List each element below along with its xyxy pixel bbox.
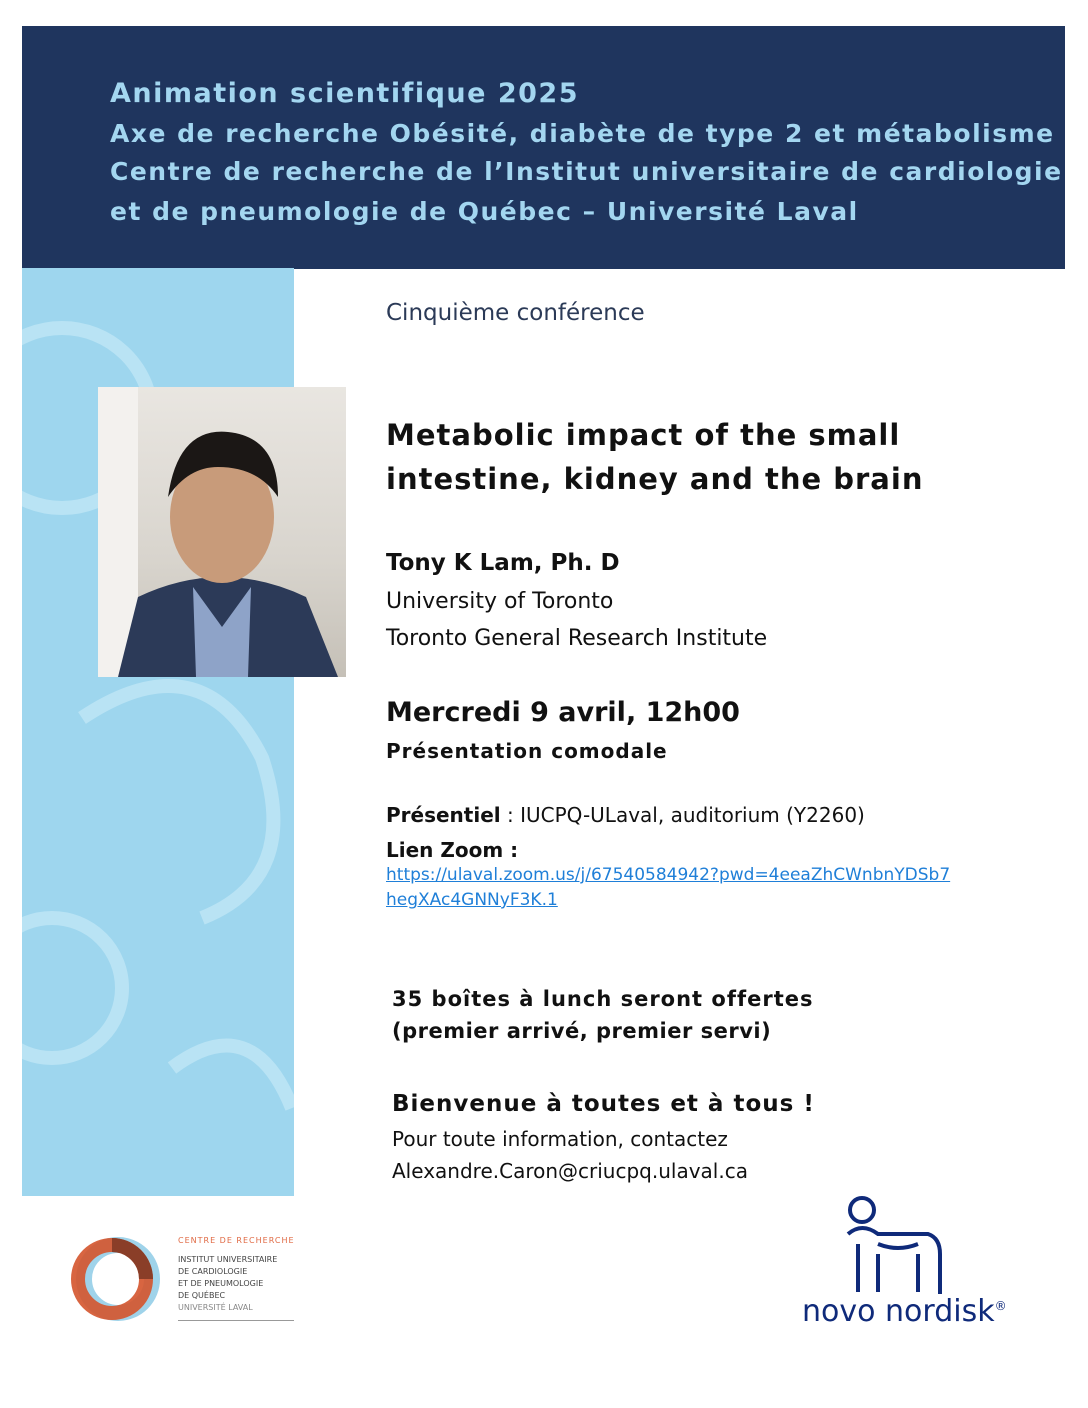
brand-name: novo nordisk [802,1294,995,1329]
logo-text [178,1254,277,1314]
in-person-label: Présentiel [386,803,501,827]
zoom-label: Lien Zoom : [386,838,519,862]
header-line: et de pneumologie de Québec – Université Laval [110,197,859,226]
contact-email: Alexandre.Caron@criucpq.ulaval.ca [392,1159,748,1183]
criucpq-logo [66,1234,306,1324]
novo-nordisk-logo [800,1194,1007,1334]
logo-text: CENTRE DE RECHERCHE [178,1236,295,1245]
speaker-affiliation: University of Toronto [386,589,614,614]
in-person-location: : IUCPQ-ULaval, auditorium (Y2260) [500,803,865,827]
zoom-link[interactable]: https://ulaval.zoom.us/j/67540584942?pwd=4eeaZhCWnbnYDSb7 [386,865,951,885]
lunch-info: 35 boîtes à lunch seront offertes [392,987,814,1011]
header-line: Animation scientifique 2025 [110,78,579,109]
contact-text: Pour toute information, contactez [392,1127,728,1151]
in-person-info [386,803,865,827]
logo-line: DE CARDIOLOGIE [178,1267,248,1276]
logo-line: ET DE PNEUMOLOGIE [178,1279,264,1288]
speaker-photo [98,387,346,677]
novo-nordisk-wordmark [802,1294,1007,1329]
logo-line: DE QUÉBEC [178,1291,226,1300]
zoom-link[interactable]: hegXAc4GNNyF3K.1 [386,890,558,910]
speaker-portrait-icon [98,387,346,677]
ring-logo-icon [66,1234,166,1324]
registered-mark: ® [994,1299,1007,1313]
event-format: Présentation comodale [386,739,668,763]
header-banner [22,26,1065,269]
header-line: Axe de recherche Obésité, diabète de type 2 et métabolisme [110,119,1055,148]
speaker-name: Tony K Lam, Ph. D [386,550,620,576]
logo-line: INSTITUT UNIVERSITAIRE [178,1255,278,1264]
lunch-info: (premier arrivé, premier servi) [392,1019,772,1043]
header-line: Centre de recherche de l’Institut universitaire de cardiologie [110,157,1063,186]
event-date: Mercredi 9 avril, 12h00 [386,697,740,728]
apis-bull-icon [838,1194,948,1294]
talk-title: intestine, kidney and the brain [386,462,924,496]
logo-line: UNIVERSITÉ LAVAL [178,1303,253,1312]
conference-number: Cinquième conférence [386,300,645,326]
welcome-text: Bienvenue à toutes et à tous ! [392,1091,815,1117]
speaker-affiliation: Toronto General Research Institute [386,626,768,651]
talk-title: Metabolic impact of the small [386,418,901,452]
